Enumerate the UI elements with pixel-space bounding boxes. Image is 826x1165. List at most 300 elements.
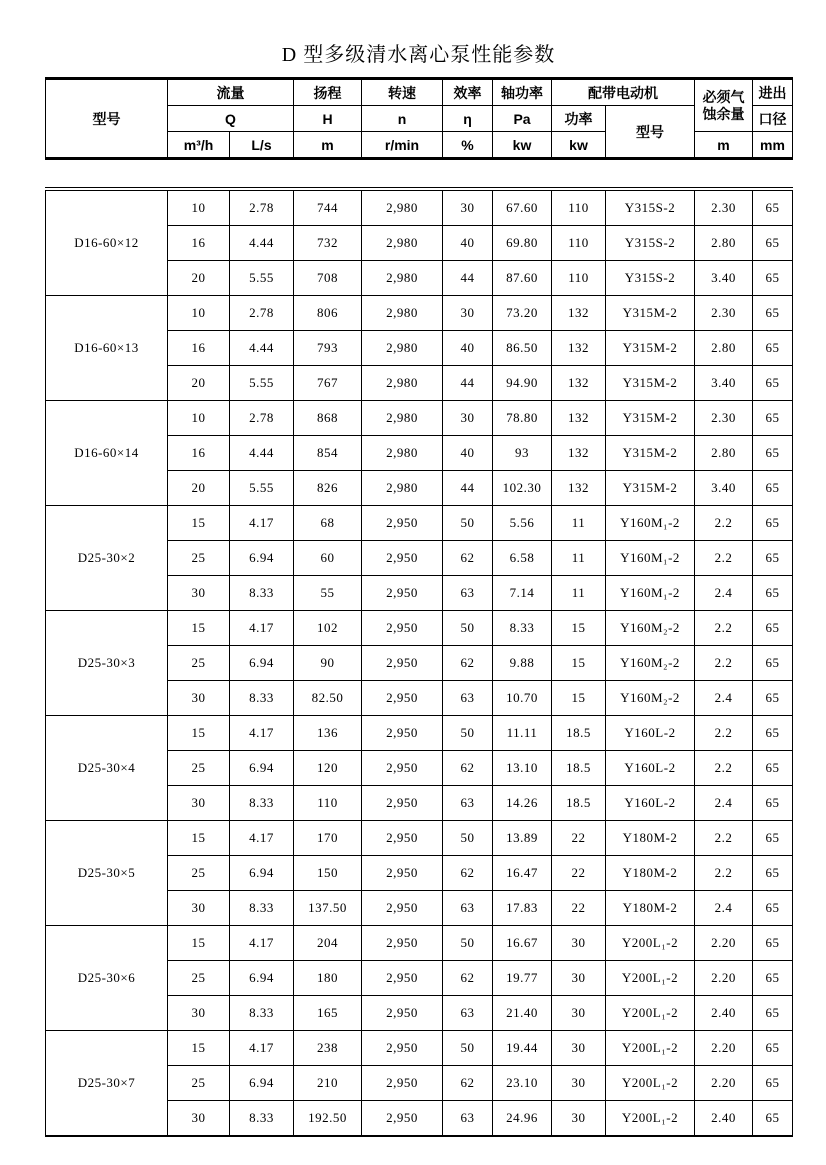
cell-port-mm: 65	[753, 1066, 793, 1101]
cell-flow-ls: 4.44	[230, 436, 294, 471]
cell-motor-power-kw: 30	[552, 1066, 606, 1101]
cell-head-m: 82.50	[294, 681, 362, 716]
cell-flow-m3h: 16	[168, 331, 230, 366]
cell-motor-model: Y160L-2	[606, 716, 695, 751]
cell-motor-model: Y315M-2	[606, 366, 695, 401]
pump-model-cell: D25-30×6	[46, 926, 168, 1031]
cell-npsh-m: 2.20	[695, 926, 753, 961]
cell-motor-power-kw: 15	[552, 681, 606, 716]
header-unit-shaft-kw: kw	[493, 132, 552, 159]
cell-speed-rpm: 2,950	[362, 856, 443, 891]
header-motor-power: 功率	[552, 106, 606, 132]
cell-port-mm: 65	[753, 366, 793, 401]
header-unit-m3h: m³/h	[168, 132, 230, 159]
cell-head-m: 826	[294, 471, 362, 506]
header-unit-head-m: m	[294, 132, 362, 159]
cell-efficiency-pct: 62	[443, 1066, 493, 1101]
cell-shaft-power-kw: 19.77	[493, 961, 552, 996]
cell-speed-rpm: 2,980	[362, 366, 443, 401]
cell-motor-model: Y315M-2	[606, 471, 695, 506]
cell-speed-rpm: 2,950	[362, 751, 443, 786]
cell-npsh-m: 2.80	[695, 436, 753, 471]
cell-motor-power-kw: 30	[552, 1031, 606, 1066]
cell-motor-model: Y315M-2	[606, 401, 695, 436]
pump-model-cell: D25-30×4	[46, 716, 168, 821]
cell-port-mm: 65	[753, 716, 793, 751]
cell-efficiency-pct: 62	[443, 751, 493, 786]
cell-head-m: 868	[294, 401, 362, 436]
cell-head-m: 120	[294, 751, 362, 786]
cell-npsh-m: 2.4	[695, 576, 753, 611]
cell-flow-m3h: 20	[168, 366, 230, 401]
header-flow-symbol: Q	[168, 106, 294, 132]
cell-shaft-power-kw: 93	[493, 436, 552, 471]
cell-motor-power-kw: 18.5	[552, 786, 606, 821]
cell-flow-m3h: 30	[168, 891, 230, 926]
header-pump-model: 型号	[46, 79, 168, 159]
cell-shaft-power-kw: 17.83	[493, 891, 552, 926]
cell-motor-model: Y160L-2	[606, 751, 695, 786]
cell-flow-m3h: 25	[168, 646, 230, 681]
cell-npsh-m: 2.40	[695, 1101, 753, 1137]
cell-motor-power-kw: 22	[552, 856, 606, 891]
cell-speed-rpm: 2,980	[362, 226, 443, 261]
cell-motor-power-kw: 11	[552, 541, 606, 576]
cell-motor-power-kw: 15	[552, 611, 606, 646]
cell-motor-model: Y315M-2	[606, 331, 695, 366]
cell-flow-m3h: 15	[168, 821, 230, 856]
cell-efficiency-pct: 30	[443, 296, 493, 331]
cell-motor-model: Y160M₂-2	[606, 611, 695, 646]
cell-motor-power-kw: 30	[552, 996, 606, 1031]
cell-motor-model: Y200L₁-2	[606, 926, 695, 961]
cell-motor-power-kw: 15	[552, 646, 606, 681]
cell-motor-power-kw: 30	[552, 926, 606, 961]
cell-port-mm: 65	[753, 961, 793, 996]
cell-motor-power-kw: 110	[552, 226, 606, 261]
cell-head-m: 210	[294, 1066, 362, 1101]
cell-port-mm: 65	[753, 891, 793, 926]
cell-motor-model: Y160M₁-2	[606, 506, 695, 541]
cell-flow-m3h: 25	[168, 961, 230, 996]
cell-speed-rpm: 2,950	[362, 541, 443, 576]
header-unit-npsh-m: m	[695, 132, 753, 159]
cell-motor-model: Y180M-2	[606, 856, 695, 891]
cell-flow-m3h: 15	[168, 611, 230, 646]
cell-flow-ls: 2.78	[230, 401, 294, 436]
cell-motor-power-kw: 30	[552, 961, 606, 996]
cell-port-mm: 65	[753, 331, 793, 366]
cell-motor-model: Y180M-2	[606, 891, 695, 926]
cell-head-m: 165	[294, 996, 362, 1031]
cell-motor-power-kw: 132	[552, 436, 606, 471]
cell-flow-ls: 4.44	[230, 226, 294, 261]
cell-motor-model: Y315S-2	[606, 189, 695, 226]
cell-npsh-m: 3.40	[695, 366, 753, 401]
cell-speed-rpm: 2,950	[362, 506, 443, 541]
table-row	[46, 821, 793, 856]
cell-port-mm: 65	[753, 646, 793, 681]
cell-shaft-power-kw: 24.96	[493, 1101, 552, 1137]
cell-shaft-power-kw: 67.60	[493, 189, 552, 226]
cell-head-m: 806	[294, 296, 362, 331]
pump-model-cell: D16-60×14	[46, 401, 168, 506]
cell-head-m: 744	[294, 189, 362, 226]
cell-port-mm: 65	[753, 1031, 793, 1066]
cell-efficiency-pct: 63	[443, 996, 493, 1031]
header-speed: 转速	[362, 79, 443, 106]
header-head-symbol: H	[294, 106, 362, 132]
cell-head-m: 180	[294, 961, 362, 996]
cell-port-mm: 65	[753, 541, 793, 576]
header-unit-motor-kw: kw	[552, 132, 606, 159]
pump-model-cell: D25-30×7	[46, 1031, 168, 1137]
cell-port-mm: 65	[753, 856, 793, 891]
header-motor-model: 型号	[606, 106, 695, 159]
cell-shaft-power-kw: 73.20	[493, 296, 552, 331]
cell-head-m: 102	[294, 611, 362, 646]
cell-flow-ls: 5.55	[230, 366, 294, 401]
cell-port-mm: 65	[753, 1101, 793, 1137]
cell-motor-model: Y315S-2	[606, 261, 695, 296]
cell-port-mm: 65	[753, 506, 793, 541]
cell-shaft-power-kw: 10.70	[493, 681, 552, 716]
cell-efficiency-pct: 50	[443, 611, 493, 646]
cell-head-m: 68	[294, 506, 362, 541]
cell-flow-ls: 2.78	[230, 296, 294, 331]
cell-motor-model: Y200L₁-2	[606, 1101, 695, 1137]
cell-motor-power-kw: 110	[552, 261, 606, 296]
header-npsh-line1: 必须气	[702, 88, 745, 105]
cell-flow-m3h: 16	[168, 436, 230, 471]
cell-head-m: 204	[294, 926, 362, 961]
cell-head-m: 854	[294, 436, 362, 471]
cell-flow-ls: 6.94	[230, 961, 294, 996]
cell-npsh-m: 2.30	[695, 189, 753, 226]
cell-port-mm: 65	[753, 821, 793, 856]
cell-flow-ls: 6.94	[230, 646, 294, 681]
cell-speed-rpm: 2,950	[362, 1031, 443, 1066]
cell-flow-ls: 5.55	[230, 471, 294, 506]
cell-motor-model: Y180M-2	[606, 821, 695, 856]
cell-efficiency-pct: 50	[443, 1031, 493, 1066]
table-row	[46, 611, 793, 646]
cell-efficiency-pct: 63	[443, 576, 493, 611]
cell-npsh-m: 2.2	[695, 821, 753, 856]
cell-efficiency-pct: 40	[443, 436, 493, 471]
cell-flow-ls: 8.33	[230, 681, 294, 716]
cell-head-m: 767	[294, 366, 362, 401]
cell-port-mm: 65	[753, 261, 793, 296]
cell-flow-m3h: 30	[168, 996, 230, 1031]
cell-port-mm: 65	[753, 611, 793, 646]
header-motor: 配带电动机	[552, 79, 695, 106]
cell-efficiency-pct: 40	[443, 226, 493, 261]
cell-shaft-power-kw: 86.50	[493, 331, 552, 366]
pump-model-cell: D16-60×12	[46, 189, 168, 296]
cell-shaft-power-kw: 21.40	[493, 996, 552, 1031]
cell-flow-ls: 8.33	[230, 576, 294, 611]
cell-efficiency-pct: 44	[443, 471, 493, 506]
cell-efficiency-pct: 30	[443, 401, 493, 436]
cell-efficiency-pct: 62	[443, 961, 493, 996]
cell-shaft-power-kw: 16.47	[493, 856, 552, 891]
cell-flow-ls: 6.94	[230, 856, 294, 891]
cell-flow-ls: 6.94	[230, 1066, 294, 1101]
header-row-1	[46, 79, 793, 106]
cell-speed-rpm: 2,950	[362, 576, 443, 611]
cell-motor-power-kw: 11	[552, 576, 606, 611]
cell-flow-m3h: 10	[168, 189, 230, 226]
header-shaft-power-symbol: Pa	[493, 106, 552, 132]
cell-head-m: 137.50	[294, 891, 362, 926]
table-row	[46, 401, 793, 436]
cell-npsh-m: 2.2	[695, 541, 753, 576]
cell-shaft-power-kw: 23.10	[493, 1066, 552, 1101]
header-head: 扬程	[294, 79, 362, 106]
cell-flow-m3h: 15	[168, 926, 230, 961]
cell-speed-rpm: 2,950	[362, 926, 443, 961]
cell-shaft-power-kw: 78.80	[493, 401, 552, 436]
cell-npsh-m: 2.80	[695, 331, 753, 366]
header-unit-rpm: r/min	[362, 132, 443, 159]
cell-flow-ls: 4.17	[230, 611, 294, 646]
cell-npsh-m: 2.4	[695, 891, 753, 926]
cell-efficiency-pct: 30	[443, 189, 493, 226]
cell-speed-rpm: 2,950	[362, 786, 443, 821]
cell-port-mm: 65	[753, 786, 793, 821]
cell-motor-model: Y160M₂-2	[606, 681, 695, 716]
cell-head-m: 150	[294, 856, 362, 891]
header-unit-ls: L/s	[230, 132, 294, 159]
cell-speed-rpm: 2,980	[362, 471, 443, 506]
cell-flow-ls: 4.44	[230, 331, 294, 366]
cell-npsh-m: 2.20	[695, 961, 753, 996]
cell-flow-m3h: 30	[168, 786, 230, 821]
cell-flow-ls: 8.33	[230, 1101, 294, 1137]
header-port-line2: 口径	[753, 106, 793, 132]
cell-efficiency-pct: 50	[443, 821, 493, 856]
cell-speed-rpm: 2,950	[362, 681, 443, 716]
cell-flow-ls: 4.17	[230, 821, 294, 856]
cell-port-mm: 65	[753, 401, 793, 436]
cell-shaft-power-kw: 6.58	[493, 541, 552, 576]
cell-shaft-power-kw: 14.26	[493, 786, 552, 821]
cell-efficiency-pct: 50	[443, 506, 493, 541]
table-row	[46, 506, 793, 541]
cell-motor-model: Y160M₁-2	[606, 541, 695, 576]
cell-npsh-m: 2.80	[695, 226, 753, 261]
cell-motor-power-kw: 110	[552, 189, 606, 226]
page-title: D 型多级清水离心泵性能参数	[281, 44, 556, 66]
cell-head-m: 110	[294, 786, 362, 821]
cell-speed-rpm: 2,950	[362, 646, 443, 681]
cell-flow-m3h: 10	[168, 296, 230, 331]
cell-flow-m3h: 15	[168, 716, 230, 751]
cell-motor-model: Y160L-2	[606, 786, 695, 821]
cell-flow-ls: 6.94	[230, 751, 294, 786]
cell-flow-m3h: 30	[168, 1101, 230, 1137]
cell-speed-rpm: 2,950	[362, 1066, 443, 1101]
cell-motor-power-kw: 22	[552, 821, 606, 856]
header-port-line1: 进出	[753, 79, 793, 106]
cell-flow-ls: 8.33	[230, 786, 294, 821]
cell-speed-rpm: 2,950	[362, 716, 443, 751]
cell-shaft-power-kw: 11.11	[493, 716, 552, 751]
cell-flow-ls: 4.17	[230, 716, 294, 751]
cell-motor-power-kw: 132	[552, 401, 606, 436]
cell-motor-power-kw: 132	[552, 331, 606, 366]
cell-shaft-power-kw: 16.67	[493, 926, 552, 961]
cell-shaft-power-kw: 102.30	[493, 471, 552, 506]
pump-table-header	[45, 77, 793, 160]
cell-shaft-power-kw: 13.89	[493, 821, 552, 856]
cell-port-mm: 65	[753, 296, 793, 331]
pump-model-cell: D25-30×5	[46, 821, 168, 926]
cell-flow-ls: 6.94	[230, 541, 294, 576]
cell-head-m: 793	[294, 331, 362, 366]
cell-speed-rpm: 2,950	[362, 891, 443, 926]
cell-npsh-m: 2.2	[695, 646, 753, 681]
cell-motor-power-kw: 30	[552, 1101, 606, 1137]
cell-port-mm: 65	[753, 226, 793, 261]
cell-head-m: 136	[294, 716, 362, 751]
cell-flow-ls: 8.33	[230, 996, 294, 1031]
table-row	[46, 926, 793, 961]
cell-shaft-power-kw: 69.80	[493, 226, 552, 261]
cell-npsh-m: 3.40	[695, 261, 753, 296]
cell-flow-ls: 4.17	[230, 926, 294, 961]
cell-efficiency-pct: 63	[443, 786, 493, 821]
cell-flow-ls: 5.55	[230, 261, 294, 296]
cell-shaft-power-kw: 94.90	[493, 366, 552, 401]
cell-flow-m3h: 16	[168, 226, 230, 261]
cell-head-m: 60	[294, 541, 362, 576]
cell-head-m: 170	[294, 821, 362, 856]
cell-efficiency-pct: 44	[443, 366, 493, 401]
header-flow: 流量	[168, 79, 294, 106]
cell-efficiency-pct: 44	[443, 261, 493, 296]
header-efficiency: 效率	[443, 79, 493, 106]
cell-efficiency-pct: 63	[443, 891, 493, 926]
cell-motor-power-kw: 18.5	[552, 716, 606, 751]
cell-speed-rpm: 2,950	[362, 996, 443, 1031]
cell-shaft-power-kw: 87.60	[493, 261, 552, 296]
cell-port-mm: 65	[753, 471, 793, 506]
cell-speed-rpm: 2,950	[362, 1101, 443, 1137]
pump-model-cell: D25-30×3	[46, 611, 168, 716]
pump-table-rows	[46, 189, 793, 1136]
cell-npsh-m: 2.30	[695, 401, 753, 436]
cell-head-m: 90	[294, 646, 362, 681]
cell-speed-rpm: 2,980	[362, 331, 443, 366]
cell-motor-model: Y315M-2	[606, 436, 695, 471]
cell-motor-model: Y200L₁-2	[606, 996, 695, 1031]
cell-flow-m3h: 30	[168, 576, 230, 611]
cell-speed-rpm: 2,980	[362, 436, 443, 471]
cell-port-mm: 65	[753, 436, 793, 471]
cell-motor-power-kw: 18.5	[552, 751, 606, 786]
pump-model-cell: D16-60×13	[46, 296, 168, 401]
cell-head-m: 732	[294, 226, 362, 261]
header-unit-pct: %	[443, 132, 493, 159]
cell-efficiency-pct: 40	[443, 331, 493, 366]
cell-efficiency-pct: 50	[443, 926, 493, 961]
cell-shaft-power-kw: 9.88	[493, 646, 552, 681]
header-npsh	[695, 79, 753, 132]
cell-motor-model: Y315M-2	[606, 296, 695, 331]
cell-motor-model: Y200L₁-2	[606, 1031, 695, 1066]
cell-shaft-power-kw: 8.33	[493, 611, 552, 646]
cell-motor-power-kw: 22	[552, 891, 606, 926]
cell-efficiency-pct: 50	[443, 716, 493, 751]
cell-npsh-m: 2.2	[695, 506, 753, 541]
cell-flow-ls: 2.78	[230, 189, 294, 226]
table-row	[46, 189, 793, 226]
cell-speed-rpm: 2,980	[362, 296, 443, 331]
cell-flow-m3h: 15	[168, 506, 230, 541]
cell-head-m: 708	[294, 261, 362, 296]
cell-port-mm: 65	[753, 751, 793, 786]
cell-shaft-power-kw: 13.10	[493, 751, 552, 786]
cell-speed-rpm: 2,980	[362, 401, 443, 436]
cell-head-m: 238	[294, 1031, 362, 1066]
cell-speed-rpm: 2,950	[362, 611, 443, 646]
cell-npsh-m: 2.40	[695, 996, 753, 1031]
cell-motor-model: Y160M₁-2	[606, 576, 695, 611]
cell-npsh-m: 2.4	[695, 786, 753, 821]
cell-flow-m3h: 15	[168, 1031, 230, 1066]
pump-table-body	[45, 187, 793, 1137]
cell-motor-power-kw: 11	[552, 506, 606, 541]
cell-speed-rpm: 2,950	[362, 821, 443, 856]
cell-flow-ls: 8.33	[230, 891, 294, 926]
cell-port-mm: 65	[753, 996, 793, 1031]
cell-flow-ls: 4.17	[230, 506, 294, 541]
cell-efficiency-pct: 63	[443, 681, 493, 716]
cell-shaft-power-kw: 5.56	[493, 506, 552, 541]
cell-npsh-m: 2.4	[695, 681, 753, 716]
cell-flow-m3h: 10	[168, 401, 230, 436]
cell-efficiency-pct: 62	[443, 646, 493, 681]
cell-speed-rpm: 2,980	[362, 189, 443, 226]
cell-port-mm: 65	[753, 681, 793, 716]
cell-port-mm: 65	[753, 189, 793, 226]
cell-speed-rpm: 2,950	[362, 961, 443, 996]
cell-shaft-power-kw: 19.44	[493, 1031, 552, 1066]
cell-npsh-m: 2.2	[695, 716, 753, 751]
cell-flow-m3h: 25	[168, 751, 230, 786]
cell-efficiency-pct: 62	[443, 541, 493, 576]
cell-flow-m3h: 30	[168, 681, 230, 716]
header-shaft-power: 轴功率	[493, 79, 552, 106]
cell-flow-m3h: 25	[168, 1066, 230, 1101]
cell-motor-power-kw: 132	[552, 471, 606, 506]
table-row	[46, 716, 793, 751]
table-row	[46, 296, 793, 331]
header-speed-symbol: n	[362, 106, 443, 132]
cell-npsh-m: 3.40	[695, 471, 753, 506]
cell-flow-ls: 4.17	[230, 1031, 294, 1066]
cell-efficiency-pct: 63	[443, 1101, 493, 1137]
cell-motor-power-kw: 132	[552, 366, 606, 401]
cell-port-mm: 65	[753, 576, 793, 611]
header-npsh-line2: 蚀余量	[702, 105, 745, 122]
cell-motor-model: Y160M₂-2	[606, 646, 695, 681]
cell-flow-m3h: 25	[168, 541, 230, 576]
header-efficiency-symbol: η	[443, 106, 493, 132]
cell-npsh-m: 2.30	[695, 296, 753, 331]
